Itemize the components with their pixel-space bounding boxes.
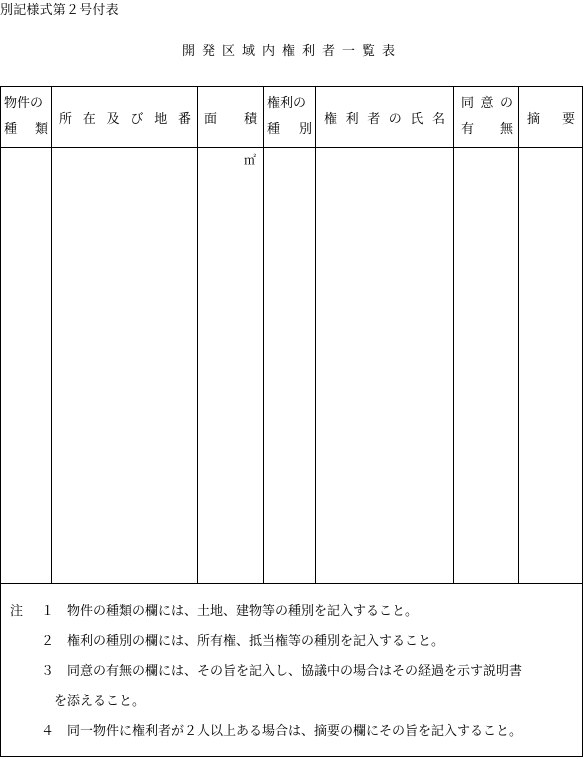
column-divider bbox=[453, 87, 454, 583]
note-number: ２ bbox=[41, 634, 55, 649]
note-text: 権利の種別の欄には、所有権、抵当権等の種別を記入すること。 bbox=[67, 634, 445, 649]
header-consent bbox=[454, 87, 518, 147]
header-text: 所 bbox=[59, 111, 73, 127]
column-divider bbox=[315, 87, 316, 583]
header-text: 権利の bbox=[267, 96, 307, 111]
header-text: 種 bbox=[267, 122, 281, 137]
header-text: 摘 bbox=[527, 111, 541, 127]
header-text: 要 bbox=[561, 111, 575, 127]
note-item bbox=[1, 627, 582, 657]
note-item bbox=[1, 657, 582, 687]
header-text: 地 bbox=[154, 111, 168, 127]
header-text: 名 bbox=[431, 111, 445, 127]
header-holder-name bbox=[316, 87, 453, 147]
header-text: 番 bbox=[177, 111, 191, 127]
header-text: 権 bbox=[324, 111, 338, 127]
header-text: 同 bbox=[461, 96, 475, 111]
note-item-continuation bbox=[1, 687, 582, 717]
header-text: の bbox=[499, 96, 513, 111]
form-label: 別記様式第２号付表 bbox=[0, 3, 119, 18]
note-text: 同意の有無の欄には、その旨を記入し、協議中の場合はその経過を示す説明書 bbox=[67, 664, 523, 679]
header-text: の bbox=[388, 111, 402, 127]
header-text: 無 bbox=[499, 122, 513, 137]
header-text: 意 bbox=[480, 96, 494, 111]
note-item bbox=[1, 717, 582, 747]
column-divider bbox=[518, 87, 519, 583]
note-text: 物件の種類の欄には、土地、建物等の種別を記入すること。 bbox=[67, 604, 419, 619]
header-text: 者 bbox=[367, 111, 381, 127]
note-prefix: 注 bbox=[10, 604, 24, 619]
note-number: １ bbox=[41, 604, 55, 619]
note-number: ３ bbox=[41, 664, 55, 679]
header-text: 種 bbox=[4, 122, 18, 137]
rights-holder-table bbox=[0, 86, 583, 757]
header-text: 物件の bbox=[4, 96, 44, 111]
column-divider bbox=[197, 87, 198, 583]
header-text: 利 bbox=[345, 111, 359, 127]
header-location bbox=[52, 87, 197, 147]
header-divider bbox=[1, 147, 582, 148]
area-unit: ㎡ bbox=[244, 153, 257, 167]
note-item bbox=[1, 597, 582, 627]
header-remarks bbox=[519, 87, 583, 147]
note-text: 同一物件に権利者が２人以上ある場合は、摘要の欄にその旨を記入すること。 bbox=[67, 724, 523, 739]
header-text: 積 bbox=[243, 111, 257, 127]
header-area bbox=[198, 87, 263, 147]
header-text: 面 bbox=[204, 111, 218, 127]
header-text: 及 bbox=[106, 111, 120, 127]
header-text: 氏 bbox=[410, 111, 424, 127]
note-text: を添えること。 bbox=[54, 694, 146, 709]
header-text: 類 bbox=[34, 122, 48, 137]
header-text: 別 bbox=[298, 122, 312, 137]
notes-section bbox=[1, 585, 582, 747]
header-text: 在 bbox=[82, 111, 96, 127]
page-title: 開発区域内権利者一覧表 bbox=[181, 44, 402, 59]
column-divider bbox=[51, 87, 52, 583]
header-text: び bbox=[130, 111, 144, 127]
note-number: ４ bbox=[41, 724, 55, 739]
header-text: 有 bbox=[461, 122, 475, 137]
header-right-type bbox=[264, 87, 315, 147]
header-property-type bbox=[1, 87, 51, 147]
column-divider bbox=[263, 87, 264, 583]
notes-divider bbox=[1, 583, 582, 584]
